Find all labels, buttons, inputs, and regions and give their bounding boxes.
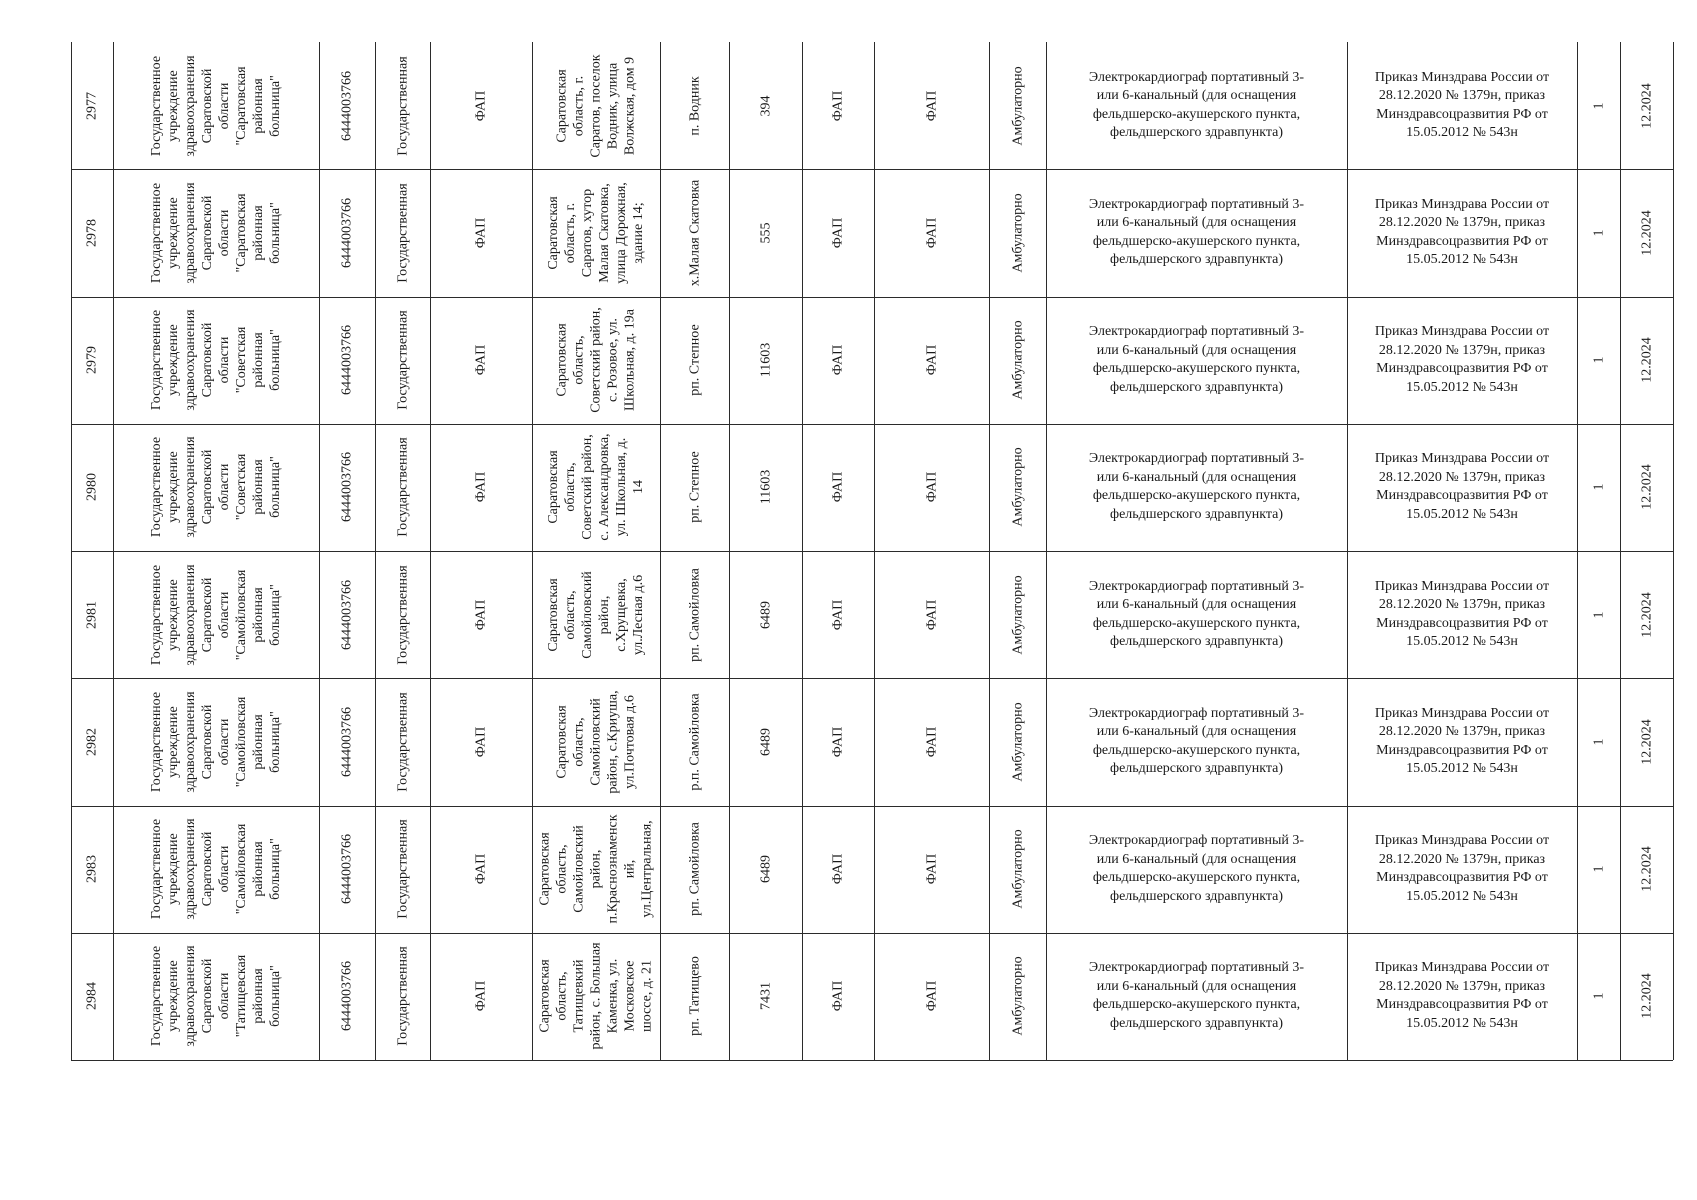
table-cell	[989, 297, 1046, 424]
unit: ФАП	[830, 217, 846, 249]
organization-name: Государственное учреждение здравоохранения Саратовской области "Советская районная больница"	[149, 436, 283, 538]
table-cell	[319, 678, 375, 805]
table-cell	[1620, 169, 1673, 296]
table-cell	[71, 297, 113, 424]
table-cell	[1347, 42, 1577, 169]
care-form: Амбулаторно	[1010, 702, 1025, 782]
table-cell	[319, 551, 375, 678]
table-cell	[1577, 42, 1620, 169]
table-cell	[1046, 551, 1347, 678]
table-cell	[874, 297, 989, 424]
table-cell	[660, 933, 729, 1060]
population: 394	[758, 95, 773, 117]
equipment-name: Электрокардиограф портативный 3- или 6-канальный (для оснащения фельдшерско-акушерского пункта, фельдшерского здравпункта)	[1088, 705, 1305, 777]
facility-address: Саратовская область, г. Саратов, поселок Водник, улица Волжская, дом 9	[554, 54, 638, 158]
table-cell	[430, 297, 532, 424]
regulation-order: Приказ Минздрава России от 28.12.2020 № 1379н, приказ Минздравсоцразвития РФ от 15.05.2012 № 543н	[1374, 451, 1550, 522]
subunit: ФАП	[924, 981, 939, 1012]
table-cell	[532, 806, 660, 933]
table-cell	[729, 42, 802, 169]
locality: рп. Самойловка	[687, 567, 702, 662]
organization-name: Государственное учреждение здравоохранения Саратовской области "Советская районная больница"	[149, 309, 283, 411]
subunit: ФАП	[924, 853, 939, 885]
facility-type: ФАП	[473, 599, 489, 630]
table-cell	[1577, 933, 1620, 1060]
table-cell	[375, 806, 430, 933]
facility-address: Саратовская область, Самойловский район, с.Хрущевка, ул.Лесная д.6	[546, 570, 646, 659]
table-cell	[1620, 551, 1673, 678]
table-cell	[802, 169, 874, 296]
table-cell	[532, 424, 660, 551]
table-cell	[71, 806, 113, 933]
quantity: 1	[1591, 102, 1606, 110]
inn: 6444003766	[339, 197, 355, 268]
organization-name: Государственное учреждение здравоохранения Саратовской области "Самойловская районная больница"	[149, 818, 283, 920]
table-cell	[660, 424, 729, 551]
table-cell	[1046, 933, 1347, 1060]
table-cell	[660, 169, 729, 296]
table-cell	[1347, 424, 1577, 551]
record-number: 2984	[84, 982, 100, 1011]
table-cell	[430, 169, 532, 296]
subunit: ФАП	[924, 726, 939, 758]
table-cell	[802, 42, 874, 169]
inn: 6444003766	[339, 961, 355, 1032]
table-cell	[802, 424, 874, 551]
ownership-form: Государственная	[395, 692, 410, 792]
equipment-name: Электрокардиограф портативный 3- или 6-канальный (для оснащения фельдшерско-акушерского пункта, фельдшерского здравпункта)	[1088, 69, 1305, 141]
table-cell	[874, 169, 989, 296]
ownership-form: Государственная	[395, 819, 410, 919]
subunit: ФАП	[924, 90, 939, 121]
facility-address: Саратовская область, Самойловский район, с.Криуша, ул.Почтовая д.6	[554, 690, 638, 794]
unit: ФАП	[830, 90, 846, 121]
table-cell	[1577, 551, 1620, 678]
care-form: Амбулаторно	[1010, 320, 1025, 400]
table-cell	[1046, 678, 1347, 805]
subunit: ФАП	[924, 599, 939, 630]
table-cell	[802, 297, 874, 424]
record-number: 2982	[84, 727, 100, 756]
table-cell	[874, 678, 989, 805]
unit: ФАП	[830, 726, 846, 758]
row-divider	[71, 1060, 1673, 1061]
table-cell	[989, 933, 1046, 1060]
table-cell	[113, 933, 319, 1060]
table-cell	[729, 678, 802, 805]
regulation-order: Приказ Минздрава России от 28.12.2020 № 1379н, приказ Минздравсоцразвития РФ от 15.05.2012 № 543н	[1374, 833, 1550, 904]
table-cell	[532, 678, 660, 805]
table-cell	[989, 678, 1046, 805]
table-cell	[802, 678, 874, 805]
table-cell	[874, 42, 989, 169]
locality: рп. Степное	[687, 324, 702, 396]
table-cell	[113, 42, 319, 169]
record-number: 2978	[84, 218, 100, 247]
delivery-date: 12.2024	[1639, 846, 1654, 892]
quantity: 1	[1591, 229, 1606, 237]
unit: ФАП	[830, 853, 846, 885]
equipment-name: Электрокардиограф портативный 3- или 6-канальный (для оснащения фельдшерско-акушерского пункта, фельдшерского здравпункта)	[1088, 324, 1305, 395]
table-cell	[430, 806, 532, 933]
table-cell	[532, 169, 660, 296]
regulation-order: Приказ Минздрава России от 28.12.2020 № 1379н, приказ Минздравсоцразвития РФ от 15.05.2012 № 543н	[1374, 196, 1550, 268]
table-cell	[989, 806, 1046, 933]
unit: ФАП	[830, 599, 846, 630]
delivery-date: 12.2024	[1639, 82, 1654, 129]
table-cell	[113, 806, 319, 933]
delivery-date: 12.2024	[1639, 973, 1654, 1020]
quantity: 1	[1591, 611, 1606, 619]
table-cell	[729, 424, 802, 551]
population: 11603	[758, 342, 773, 378]
subunit: ФАП	[924, 217, 939, 249]
table-cell	[113, 169, 319, 296]
organization-name: Государственное учреждение здравоохранения Саратовской области "Саратовская районная больница"	[149, 182, 283, 284]
table-cell	[1347, 297, 1577, 424]
table-cell	[802, 806, 874, 933]
regulation-order: Приказ Минздрава России от 28.12.2020 № 1379н, приказ Минздравсоцразвития РФ от 15.05.2012 № 543н	[1374, 705, 1550, 777]
quantity: 1	[1591, 992, 1606, 1000]
table-cell	[113, 297, 319, 424]
table-cell	[874, 933, 989, 1060]
care-form: Амбулаторно	[1010, 956, 1025, 1036]
table-cell	[729, 806, 802, 933]
delivery-date: 12.2024	[1639, 337, 1654, 383]
table-cell	[532, 297, 660, 424]
table-cell	[319, 424, 375, 551]
table-cell	[1347, 933, 1577, 1060]
table-cell	[874, 551, 989, 678]
table-cell	[1577, 806, 1620, 933]
table-cell	[1620, 42, 1673, 169]
population: 6489	[758, 600, 773, 629]
quantity: 1	[1591, 738, 1606, 746]
table-cell	[113, 678, 319, 805]
facility-address: Саратовская область, Советский район, с. Розовое, ул. Школьная, д. 19а	[554, 307, 638, 413]
population: 11603	[758, 470, 773, 505]
table-cell	[1046, 297, 1347, 424]
facility-address: Саратовская область, Татищевкий район, с. Большая Каменка, ул. Московское шоссе, д. 21	[537, 942, 655, 1050]
table-cell	[989, 42, 1046, 169]
subunit: ФАП	[924, 472, 939, 503]
table-cell	[1347, 806, 1577, 933]
population: 7431	[758, 982, 773, 1011]
table-cell	[1046, 806, 1347, 933]
regulation-order: Приказ Минздрава России от 28.12.2020 № 1379н, приказ Минздравсоцразвития РФ от 15.05.2012 № 543н	[1374, 960, 1550, 1031]
table-cell	[430, 678, 532, 805]
unit: ФАП	[830, 344, 846, 376]
table-cell	[1347, 551, 1577, 678]
table-cell	[1577, 169, 1620, 296]
table-cell	[71, 933, 113, 1060]
table-cell	[430, 424, 532, 551]
facility-type: ФАП	[473, 853, 489, 885]
table-cell	[989, 424, 1046, 551]
organization-name: Государственное учреждение здравоохранения Саратовской области "Самойловская районная больница"	[149, 564, 283, 666]
delivery-date: 12.2024	[1639, 210, 1654, 256]
facility-address: Саратовская область, г. Саратов, хутор Малая Скатовка, улица Дорожная, здание 14;	[546, 182, 646, 284]
table-cell	[375, 169, 430, 296]
table-cell	[729, 933, 802, 1060]
facility-type: ФАП	[473, 726, 489, 758]
organization-name: Государственное учреждение здравоохранения Саратовской области "Самойловская районная больница"	[149, 691, 283, 793]
ownership-form: Государственная	[395, 946, 410, 1047]
inn: 6444003766	[339, 70, 355, 141]
table-cell	[1620, 297, 1673, 424]
locality: рп. Степное	[687, 451, 702, 524]
care-form: Амбулаторно	[1010, 829, 1025, 909]
quantity: 1	[1591, 483, 1606, 491]
population: 6489	[758, 727, 773, 756]
locality: х.Малая Скатовка	[687, 179, 702, 287]
table-cell	[113, 424, 319, 551]
table-cell	[729, 169, 802, 296]
table-cell	[1577, 678, 1620, 805]
inn: 6444003766	[339, 834, 355, 905]
column-divider	[1673, 42, 1674, 1060]
table-cell	[71, 424, 113, 551]
table-cell	[1046, 42, 1347, 169]
table-cell	[1620, 933, 1673, 1060]
equipment-name: Электрокардиограф портативный 3- или 6-канальный (для оснащения фельдшерско-акушерского пункта, фельдшерского здравпункта)	[1088, 196, 1305, 268]
locality: рп. Татищево	[687, 956, 702, 1037]
ownership-form: Государственная	[395, 55, 410, 156]
table-cell	[1577, 297, 1620, 424]
equipment-name: Электрокардиограф портативный 3- или 6-канальный (для оснащения фельдшерско-акушерского пункта, фельдшерского здравпункта)	[1088, 833, 1305, 904]
table-cell	[113, 551, 319, 678]
unit: ФАП	[830, 981, 846, 1012]
table-cell	[319, 169, 375, 296]
table-cell	[1347, 169, 1577, 296]
table-cell	[430, 42, 532, 169]
ownership-form: Государственная	[395, 564, 410, 665]
table-cell	[375, 424, 430, 551]
delivery-date: 12.2024	[1639, 464, 1654, 511]
table-cell	[532, 42, 660, 169]
table-cell	[1577, 424, 1620, 551]
table-cell	[1620, 806, 1673, 933]
organization-name: Государственное учреждение здравоохранения Саратовской области "Татищевская районная больница"	[149, 945, 283, 1047]
table-cell	[660, 297, 729, 424]
facility-type: ФАП	[473, 344, 489, 376]
table-cell	[874, 424, 989, 551]
care-form: Амбулаторно	[1010, 66, 1025, 146]
facility-address: Саратовская область, Советский район, с. Александровка, ул. Школьная, д. 14	[546, 433, 646, 541]
record-number: 2981	[84, 600, 100, 629]
equipment-name: Электрокардиограф портативный 3- или 6-канальный (для оснащения фельдшерско-акушерского пункта, фельдшерского здравпункта)	[1088, 451, 1305, 522]
table-cell	[1620, 424, 1673, 551]
inn: 6444003766	[339, 579, 355, 650]
ownership-form: Государственная	[395, 437, 410, 538]
ownership-form: Государственная	[395, 310, 410, 410]
table-cell	[989, 169, 1046, 296]
table-cell	[1046, 424, 1347, 551]
table-cell	[874, 806, 989, 933]
inn: 6444003766	[339, 706, 355, 777]
table-cell	[71, 169, 113, 296]
unit: ФАП	[830, 472, 846, 503]
locality: рп. Самойловка	[687, 822, 702, 917]
inn: 6444003766	[339, 452, 355, 523]
facility-type: ФАП	[473, 981, 489, 1012]
care-form: Амбулаторно	[1010, 575, 1025, 655]
table-cell	[1046, 169, 1347, 296]
table-cell	[71, 42, 113, 169]
table-cell	[660, 551, 729, 678]
table-cell	[1347, 678, 1577, 805]
table-cell	[319, 806, 375, 933]
organization-name: Государственное учреждение здравоохранения Саратовской области "Саратовская районная больница"	[149, 55, 283, 157]
table-cell	[375, 42, 430, 169]
locality: п. Водник	[687, 75, 702, 136]
table-cell	[430, 933, 532, 1060]
facility-type: ФАП	[473, 217, 489, 249]
ownership-form: Государственная	[395, 183, 410, 283]
table-cell	[375, 297, 430, 424]
record-number: 2977	[84, 91, 100, 120]
equipment-name: Электрокардиограф портативный 3- или 6-канальный (для оснащения фельдшерско-акушерского пункта, фельдшерского здравпункта)	[1088, 960, 1305, 1031]
table-cell	[71, 678, 113, 805]
table-cell	[375, 678, 430, 805]
population: 555	[758, 222, 773, 244]
record-number: 2983	[84, 855, 100, 884]
table-cell	[989, 551, 1046, 678]
subunit: ФАП	[924, 344, 939, 376]
table-cell	[660, 678, 729, 805]
table-cell	[375, 933, 430, 1060]
table-cell	[319, 42, 375, 169]
regulation-order: Приказ Минздрава России от 28.12.2020 № 1379н, приказ Минздравсоцразвития РФ от 15.05.2012 № 543н	[1374, 578, 1550, 650]
regulation-order: Приказ Минздрава России от 28.12.2020 № 1379н, приказ Минздравсоцразвития РФ от 15.05.2012 № 543н	[1374, 69, 1550, 141]
regulation-order: Приказ Минздрава России от 28.12.2020 № 1379н, приказ Минздравсоцразвития РФ от 15.05.2012 № 543н	[1374, 324, 1550, 395]
table-cell	[802, 933, 874, 1060]
delivery-date: 12.2024	[1639, 719, 1654, 765]
equipment-name: Электрокардиограф портативный 3- или 6-канальный (для оснащения фельдшерско-акушерского пункта, фельдшерского здравпункта)	[1088, 578, 1305, 650]
quantity: 1	[1591, 356, 1606, 364]
table-cell	[1620, 678, 1673, 805]
table-cell	[71, 551, 113, 678]
table-cell	[802, 551, 874, 678]
table-cell	[660, 806, 729, 933]
table-cell	[729, 297, 802, 424]
record-number: 2980	[84, 473, 100, 502]
table-cell	[430, 551, 532, 678]
record-number: 2979	[84, 346, 100, 375]
table-cell	[319, 933, 375, 1060]
care-form: Амбулаторно	[1010, 193, 1025, 273]
facility-type: ФАП	[473, 90, 489, 121]
table-cell	[532, 551, 660, 678]
inn: 6444003766	[339, 325, 355, 396]
facility-type: ФАП	[473, 472, 489, 503]
delivery-date: 12.2024	[1639, 591, 1654, 638]
table-cell	[319, 297, 375, 424]
quantity: 1	[1591, 865, 1606, 873]
table-cell	[532, 933, 660, 1060]
locality: р.п. Самойловка	[687, 693, 702, 791]
table-cell	[729, 551, 802, 678]
table-cell	[660, 42, 729, 169]
facility-address: Саратовская область, Самойловский район, п.Краснознаменск ий, ул.Центральная,	[537, 814, 655, 924]
care-form: Амбулаторно	[1010, 447, 1025, 527]
population: 6489	[758, 855, 773, 884]
document-table	[71, 42, 1673, 1060]
table-cell	[375, 551, 430, 678]
